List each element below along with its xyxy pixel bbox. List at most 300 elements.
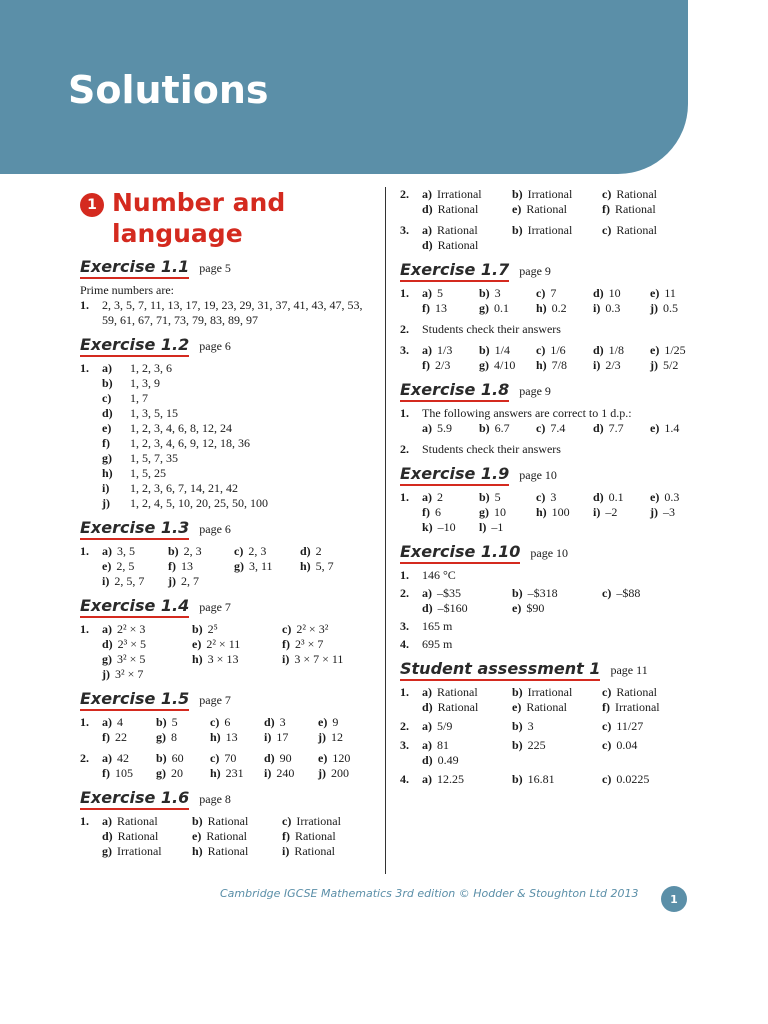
answer-label: f) (168, 559, 176, 573)
answer-row (422, 421, 707, 436)
answer-label: c) (536, 343, 546, 357)
answer-cell (318, 730, 372, 745)
answer-value: 2² × 3 (117, 622, 146, 636)
answer-label: e) (650, 421, 660, 435)
answer-cell (102, 844, 192, 859)
question-number: 3. (400, 738, 409, 752)
answer-text: Students check their answers (422, 322, 561, 336)
answer-row (102, 622, 376, 637)
answer-value: –$318 (527, 586, 558, 600)
exercise-title: Exercise 1.2 (80, 335, 189, 357)
answer-label: f) (282, 829, 290, 843)
answer-label: b) (479, 421, 490, 435)
left-column (80, 187, 376, 862)
answer-cell (602, 223, 692, 238)
answer-label: j) (650, 301, 658, 315)
answer-label: a) (102, 544, 112, 558)
question-number: 4. (400, 772, 409, 786)
exercise-1-2 (80, 335, 376, 511)
answer-cell (593, 490, 650, 505)
header-banner (0, 0, 688, 174)
answer-value: 4 (117, 715, 123, 729)
answer-value: Rational (437, 238, 479, 252)
question-number: 1. (400, 568, 409, 582)
answer-value: 5/2 (663, 358, 679, 372)
answer-row (422, 202, 700, 217)
answer-cell (168, 559, 234, 574)
answer-cell (168, 544, 234, 559)
answer-row (102, 544, 376, 559)
answer-value: 8 (171, 730, 177, 744)
answer-value: 11 (664, 286, 676, 300)
answer-value: 1, 2, 4, 5, 10, 20, 25, 50, 100 (130, 496, 268, 510)
answer-cell (156, 715, 210, 730)
answer-label: e) (318, 715, 328, 729)
answer-cell (210, 766, 264, 781)
answer-label: b) (512, 738, 523, 752)
answer-value: 20 (171, 766, 183, 780)
answer-text: 695 m (422, 637, 453, 651)
answer-label: c) (536, 421, 546, 435)
answer-value: Irrational (117, 844, 162, 858)
answer-value: 100 (551, 505, 570, 519)
exercise-page: page 5 (199, 261, 231, 275)
answer-value: 1.4 (664, 421, 680, 435)
answer-cell (422, 301, 479, 316)
exercise-1-1 (80, 257, 376, 328)
list-item (102, 421, 376, 436)
answer-value: Rational (526, 700, 567, 714)
answer-value: 0.3 (664, 490, 680, 504)
answer-cell (602, 187, 692, 202)
answer-label: e) (192, 637, 202, 651)
answer-cell (512, 187, 602, 202)
exercise-1-5 (80, 689, 376, 781)
answer-cell (318, 715, 372, 730)
answer-label: i) (593, 301, 601, 315)
answer-label: a) (422, 286, 432, 300)
answer-value: 2 (437, 490, 443, 504)
answer-label: e) (102, 421, 112, 435)
answer-label: i) (282, 844, 290, 858)
answer-value: 16.81 (527, 772, 555, 786)
question-number: 2. (400, 442, 409, 456)
question-number: 1. (400, 685, 409, 699)
answer-cell (650, 301, 707, 316)
answer-cell (264, 715, 318, 730)
question-number: 1. (400, 406, 409, 420)
list-item (102, 466, 376, 481)
answer-value: –$35 (437, 586, 461, 600)
exercise-1-9 (400, 464, 700, 535)
exercise-title: Exercise 1.10 (400, 542, 520, 564)
answer-text: The following answers are correct to 1 d.p.: (422, 406, 632, 420)
answer-cell (512, 223, 602, 238)
answer-label: h) (102, 466, 113, 480)
answer-value: 240 (276, 766, 295, 780)
answer-label: f) (422, 505, 430, 519)
exercise-page: page 6 (199, 522, 231, 536)
answer-label: a) (422, 343, 432, 357)
answer-cell (156, 730, 210, 745)
answer-label: d) (422, 202, 433, 216)
answer-value: 3 × 13 (207, 652, 239, 666)
answer-value: 3² × 7 (115, 667, 144, 681)
question-number: 1. (80, 298, 89, 312)
exercise-1-6 (80, 788, 376, 859)
answer-cell (318, 766, 372, 781)
answer-value: 3 (550, 490, 557, 504)
answer-label: j) (318, 766, 326, 780)
answer-label: a) (422, 685, 432, 699)
answer-value: Irrational (296, 814, 341, 828)
list-item (102, 406, 376, 421)
answer-cell (282, 829, 372, 844)
answer-value: 3 (494, 286, 501, 300)
answer-label: c) (602, 685, 612, 699)
answer-value: 1/8 (608, 343, 625, 357)
answer-value: 5, 7 (315, 559, 334, 573)
answer-row (102, 715, 376, 730)
exercise-title: Exercise 1.7 (400, 260, 509, 282)
answer-label: f) (602, 202, 610, 216)
answer-cell (192, 622, 282, 637)
answer-label: c) (602, 772, 612, 786)
answer-value: $90 (526, 601, 545, 615)
answer-label: c) (536, 286, 546, 300)
answer-cell (422, 700, 512, 715)
answer-row (422, 223, 700, 238)
answer-value: –$88 (616, 586, 641, 600)
answer-value: Irrational (527, 685, 573, 699)
answer-value: 3, 11 (249, 559, 273, 573)
answer-label: b) (192, 814, 203, 828)
answer-label: b) (156, 751, 167, 765)
answer-cell (282, 652, 372, 667)
answer-cell (479, 286, 536, 301)
answer-value: Rational (206, 829, 247, 843)
answer-label: i) (593, 358, 601, 372)
answer-value: 2/3 (605, 358, 621, 372)
answer-label: c) (602, 223, 612, 237)
answer-label: j) (168, 574, 176, 588)
answer-value: Rational (615, 202, 656, 216)
answer-value: 60 (171, 751, 184, 765)
answer-row (422, 301, 707, 316)
answer-label: b) (156, 715, 167, 729)
answer-cell (422, 490, 479, 505)
answer-value: 0.3 (605, 301, 621, 315)
answer-row (102, 667, 376, 682)
answer-label: d) (593, 286, 604, 300)
answer-label: c) (102, 391, 112, 405)
answer-value: 2² × 11 (206, 637, 241, 651)
answer-label: d) (422, 601, 433, 615)
answer-cell (512, 772, 602, 787)
answer-label: a) (422, 223, 432, 237)
answer-cell (602, 738, 692, 753)
exercise-1-7 (400, 260, 700, 373)
answer-cell (300, 559, 366, 574)
exercise-title: Exercise 1.5 (80, 689, 189, 711)
answer-cell (102, 766, 156, 781)
answer-label: c) (602, 586, 612, 600)
answer-label: b) (102, 376, 113, 390)
answer-row (102, 844, 376, 859)
answer-cell (282, 844, 372, 859)
answer-cell (234, 544, 300, 559)
answer-value: 17 (276, 730, 289, 744)
answer-label: c) (602, 738, 612, 752)
exercise-1-10 (400, 542, 700, 652)
answer-cell (102, 730, 156, 745)
answer-value: 3 (527, 719, 534, 733)
answer-cell (602, 202, 692, 217)
answer-row (102, 751, 376, 766)
answer-cell (192, 829, 282, 844)
list-item (102, 481, 376, 496)
answer-row (422, 601, 700, 616)
exercise-page: page 7 (199, 600, 231, 614)
answer-cell (422, 202, 512, 217)
answer-label: h) (192, 652, 203, 666)
answer-cell (422, 719, 512, 734)
question-number: 4. (400, 637, 409, 651)
question-number: 2. (400, 322, 409, 336)
answer-cell (512, 601, 602, 616)
answer-cell (210, 730, 264, 745)
answer-value: 5/9 (437, 719, 453, 733)
answer-label: h) (192, 844, 203, 858)
answer-cell (422, 520, 479, 535)
answer-value: 1, 3, 9 (130, 376, 160, 390)
answer-value: 5 (494, 490, 501, 504)
answer-value: 2² × 3² (296, 622, 329, 636)
answer-value: 90 (279, 751, 292, 765)
exercise-page: page 9 (519, 264, 551, 278)
answer-value: 0.1 (608, 490, 624, 504)
answer-label: b) (512, 772, 523, 786)
answer-cell (650, 343, 707, 358)
exercise-title: Exercise 1.9 (400, 464, 509, 486)
answer-value: 3 × 7 × 11 (294, 652, 344, 666)
answer-cell (102, 559, 168, 574)
answer-label: b) (192, 622, 203, 636)
answer-cell (536, 421, 593, 436)
answer-cell (192, 637, 282, 652)
answer-label: g) (102, 451, 112, 465)
answer-label: f) (102, 730, 110, 744)
answer-value: Rational (207, 844, 249, 858)
answer-row (102, 637, 376, 652)
answer-label: f) (422, 358, 430, 372)
answer-list (102, 361, 376, 511)
answer-label: g) (234, 559, 244, 573)
answer-cell (264, 751, 318, 766)
answer-cell (422, 358, 479, 373)
answer-label: c) (536, 490, 546, 504)
answer-value: 5 (437, 286, 443, 300)
answer-cell (536, 286, 593, 301)
answer-label: j) (102, 496, 110, 510)
answer-value: 2⁵ (207, 622, 218, 636)
answer-value: 6 (435, 505, 441, 519)
list-item (102, 436, 376, 451)
answer-row (102, 574, 376, 589)
answer-cell (512, 719, 602, 734)
answer-value: 3, 5 (117, 544, 135, 558)
answer-label: i) (264, 730, 272, 744)
answer-value: 0.49 (437, 753, 459, 767)
answer-value: Rational (117, 814, 158, 828)
answer-cell (479, 505, 536, 520)
answer-label: h) (210, 766, 221, 780)
answer-label: a) (102, 715, 112, 729)
answer-value: 2³ × 5 (117, 637, 147, 651)
answer-label: h) (536, 358, 547, 372)
answer-value: 0.04 (616, 738, 638, 752)
answer-value: 105 (115, 766, 133, 780)
question-number: 2. (80, 751, 89, 765)
exercise-page: page 8 (199, 792, 231, 806)
answer-value: 10 (494, 505, 506, 519)
question-number: 2. (400, 187, 409, 201)
answer-value: Rational (437, 202, 479, 216)
answer-label: e) (102, 559, 112, 573)
answer-cell (156, 751, 210, 766)
answer-cell (422, 772, 512, 787)
answer-value: 11/27 (616, 719, 644, 733)
answer-label: j) (102, 667, 110, 681)
answer-label: e) (650, 490, 660, 504)
answer-value: 22 (115, 730, 127, 744)
answer-value: 12 (331, 730, 343, 744)
answer-label: a) (422, 490, 432, 504)
answer-cell (593, 421, 650, 436)
answer-cell (650, 286, 707, 301)
answer-value: Rational (437, 700, 479, 714)
answer-value: 1, 5, 7, 35 (130, 451, 178, 465)
question-number: 1. (80, 544, 89, 558)
answer-cell (422, 738, 512, 753)
answer-cell (512, 738, 602, 753)
answer-label: b) (479, 286, 490, 300)
answer-value: 0.0225 (616, 772, 650, 786)
answer-label: i) (264, 766, 272, 780)
answer-row (422, 685, 700, 700)
question-number: 1. (80, 361, 89, 375)
answer-cell (479, 343, 536, 358)
answer-value: 2³ × 7 (295, 637, 324, 651)
answer-label: d) (264, 715, 275, 729)
answer-row (422, 738, 700, 753)
answer-cell (536, 358, 593, 373)
intro-text: Prime numbers are: (80, 283, 174, 297)
answer-value: 1, 3, 5, 15 (130, 406, 178, 420)
answer-cell (479, 358, 536, 373)
answer-cell (168, 574, 234, 589)
answer-value: 2, 7 (181, 574, 199, 588)
answer-cell (536, 301, 593, 316)
answer-cell (479, 490, 536, 505)
answer-cell (422, 505, 479, 520)
column-divider (385, 187, 386, 874)
answer-cell (282, 814, 372, 829)
answer-label: g) (102, 844, 112, 858)
list-item (102, 376, 376, 391)
answer-value: 2, 3 (248, 544, 267, 558)
answer-label: d) (422, 753, 433, 767)
answer-cell (102, 544, 168, 559)
answer-row (422, 772, 700, 787)
answer-value: 13 (435, 301, 447, 315)
chapter-number-badge: 1 (80, 193, 104, 217)
answer-label: a) (102, 622, 112, 636)
answer-cell (282, 622, 372, 637)
answer-label: e) (192, 829, 202, 843)
exercise-title: Exercise 1.3 (80, 518, 189, 540)
answer-cell (422, 601, 512, 616)
answer-label: k) (422, 520, 433, 534)
answer-cell (422, 685, 512, 700)
answer-value: Rational (437, 685, 478, 699)
exercise-1-8 (400, 380, 700, 457)
answer-row (422, 238, 700, 253)
question-number: 1. (80, 814, 89, 828)
answer-row (422, 490, 707, 505)
answer-cell (602, 772, 692, 787)
exercise-page: page 11 (610, 663, 648, 677)
answer-value: 12.25 (437, 772, 464, 786)
answer-cell (479, 520, 536, 535)
exercise-title: Exercise 1.6 (80, 788, 189, 810)
answer-value: 1, 5, 25 (130, 466, 166, 480)
answer-cell (479, 421, 536, 436)
answer-label: e) (650, 343, 660, 357)
right-column (400, 187, 700, 790)
answer-label: e) (512, 601, 522, 615)
answer-value: 2, 5, 7 (114, 574, 145, 588)
answer-value: 231 (225, 766, 244, 780)
answer-value: 13 (225, 730, 238, 744)
chapter-title: Number and language (112, 188, 286, 248)
answer-value: –3 (663, 505, 675, 519)
answer-value: 3 (279, 715, 286, 729)
answer-cell (536, 505, 593, 520)
answer-value: 1, 2, 3, 6, 7, 14, 21, 42 (130, 481, 238, 495)
answer-value: 1/6 (550, 343, 566, 357)
list-item (102, 451, 376, 466)
answer-label: d) (593, 421, 604, 435)
exercise-title: Exercise 1.8 (400, 380, 509, 402)
answer-row (102, 766, 376, 781)
question-number: 2. (400, 719, 409, 733)
answer-cell (192, 814, 282, 829)
answer-label: f) (422, 301, 430, 315)
answer-row (422, 700, 700, 715)
answer-label: e) (318, 751, 328, 765)
answer-label: h) (210, 730, 221, 744)
list-item (102, 361, 376, 376)
answer-label: c) (602, 187, 612, 201)
answer-cell (602, 700, 692, 715)
answer-label: b) (479, 343, 490, 357)
answer-label: b) (479, 490, 490, 504)
answer-cell (512, 685, 602, 700)
answer-label: d) (593, 490, 604, 504)
exercise-page: page 9 (519, 384, 551, 398)
answer-cell (650, 505, 707, 520)
